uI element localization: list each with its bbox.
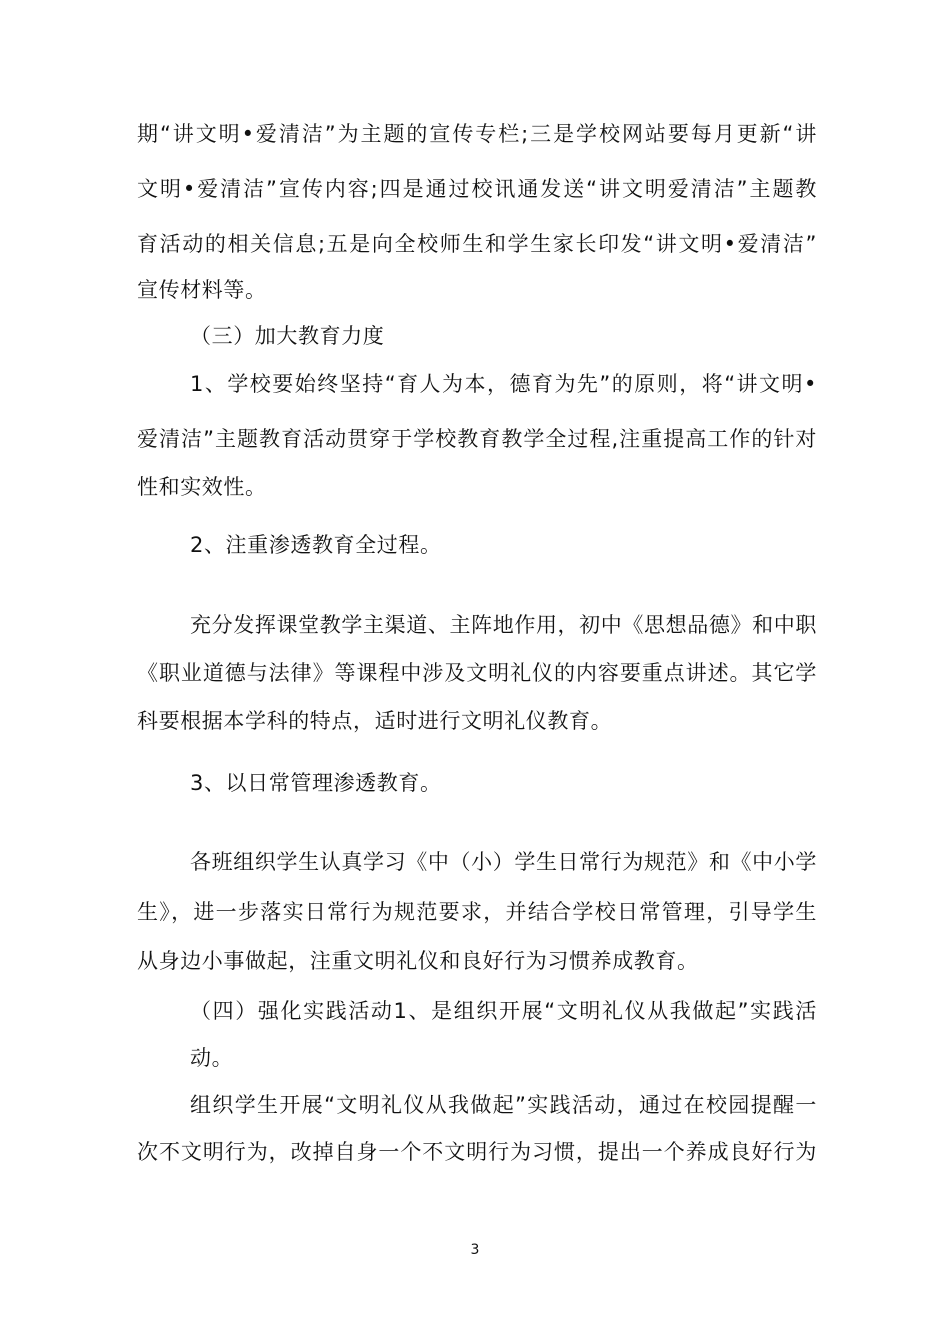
section-heading: （四）强化实践活动1、是组织开展“文明礼仪从我做起”实践活 — [190, 999, 817, 1023]
text-line: 期“讲文明•爱清洁”为主题的宣传专栏;三是学校网站要每月更新“讲 — [137, 122, 817, 146]
text-line: 3、以日常管理渗透教育。 — [190, 771, 442, 795]
section-heading: （三）加大教育力度 — [190, 324, 385, 348]
text-line: 《职业道德与法律》等课程中涉及文明礼仪的内容要重点讲述。其它学 — [137, 661, 817, 685]
text-line: 育活动的相关信息;五是向全校师生和学生家长印发“讲文明•爱清洁” — [137, 232, 817, 256]
text-line: 次不文明行为，改掉自身一个不文明行为习惯，提出一个养成良好行为 — [137, 1140, 817, 1164]
text-line: 1、学校要始终坚持“育人为本，德育为先”的原则，将“讲文明• — [190, 372, 817, 396]
text-line: 性和实效性。 — [137, 475, 267, 499]
text-line: 各班组织学生认真学习《中（小）学生日常行为规范》和《中小学 — [190, 850, 817, 874]
text-line: 生》，进一步落实日常行为规范要求，并结合学校日常管理，引导学生 — [137, 900, 817, 924]
text-line: 科要根据本学科的特点，适时进行文明礼仪教育。 — [137, 709, 613, 733]
text-line: 从身边小事做起，注重文明礼仪和良好行为习惯养成教育。 — [137, 949, 699, 973]
text-line: 组织学生开展“文明礼仪从我做起”实践活动，通过在校园提醒一 — [190, 1093, 817, 1117]
text-line: 爱清洁”主题教育活动贯穿于学校教育教学全过程,注重提高工作的针对 — [137, 427, 817, 451]
text-line: 充分发挥课堂教学主渠道、主阵地作用，初中《思想品德》和中职 — [190, 613, 817, 637]
text-line: 文明•爱清洁”宣传内容;四是通过校讯通发送“讲文明爱清洁”主题教 — [137, 177, 817, 201]
text-line: 宣传材料等。 — [137, 278, 267, 302]
page-number: 3 — [470, 1242, 480, 1258]
text-line: 动。 — [190, 1046, 234, 1070]
text-line: 2、注重渗透教育全过程。 — [190, 533, 442, 557]
